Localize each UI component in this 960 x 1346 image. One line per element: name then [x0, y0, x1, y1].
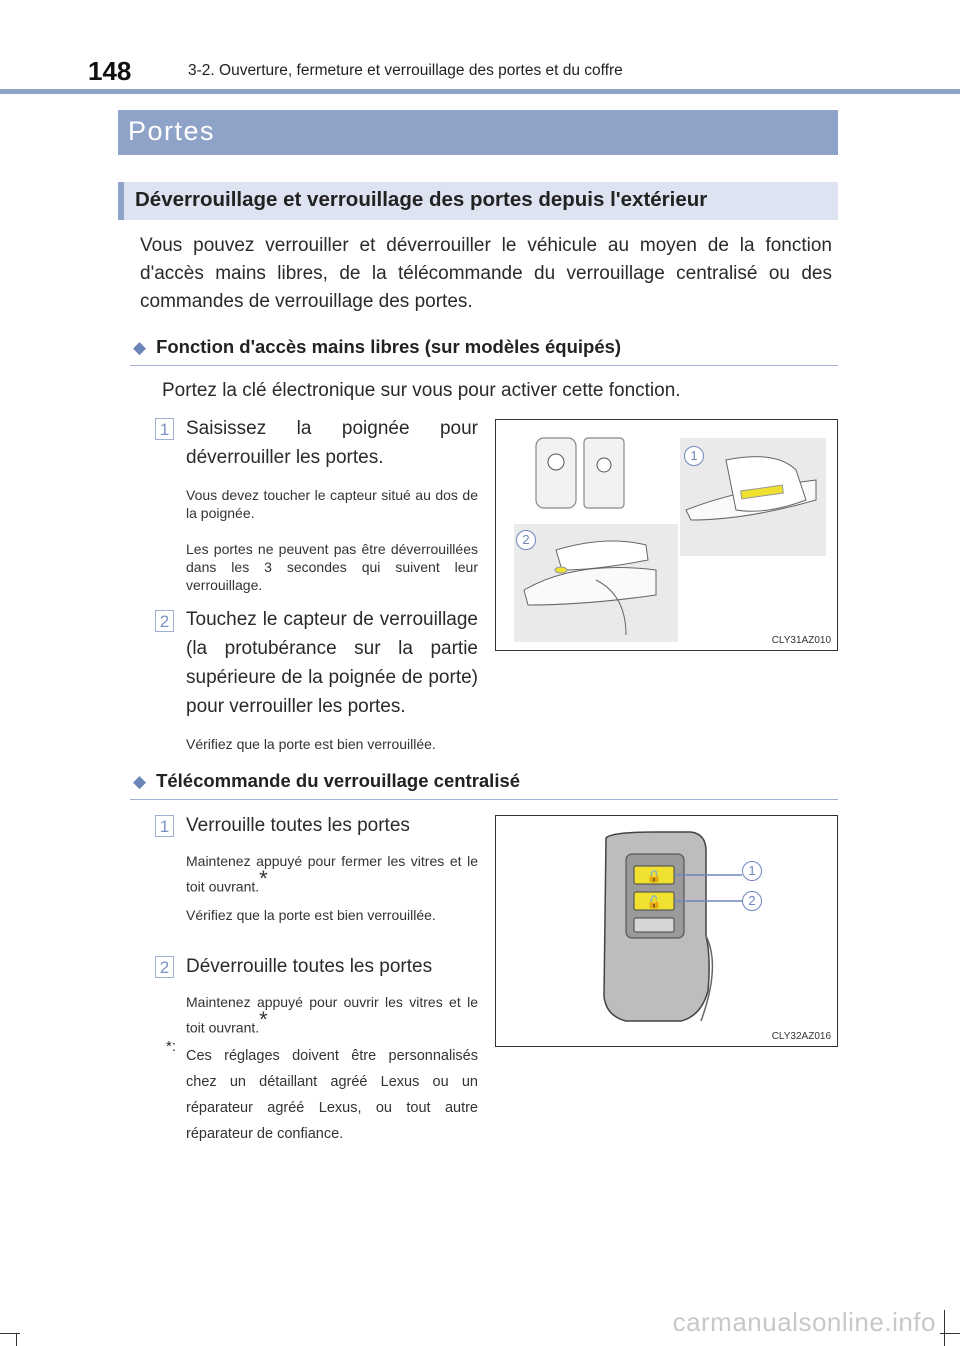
step-number-badge: 2 — [155, 956, 174, 978]
remote-heading-text: Télécommande du verrouillage centralisé — [156, 770, 521, 791]
watermark: carmanualsonline.info — [672, 1307, 936, 1337]
footnote-text: Ces réglages doivent être personnalisés chez un détaillant agréé Lexus ou un réparateur agréé Lexus, ou tout autre réparateur de confiance. — [186, 1048, 478, 1142]
figure-callout: 2 — [742, 891, 762, 911]
step-number-badge: 1 — [155, 815, 174, 837]
section-bar — [118, 110, 838, 155]
step-number-badge: 1 — [155, 418, 174, 440]
step-number-badge: 2 — [155, 610, 174, 632]
footnote-mark: *: — [166, 1038, 177, 1055]
smart-step1-text: Saisissez la poignée pour déverrouiller les portes. — [186, 418, 478, 468]
svg-text:🔒: 🔒 — [646, 869, 662, 883]
diamond-bullet-icon: ◆ — [133, 772, 147, 791]
remote-key-figure — [495, 815, 838, 1047]
crop-mark — [940, 1333, 960, 1334]
figure-code: CLY31AZ010 — [771, 635, 831, 646]
heading-rule — [130, 799, 838, 800]
svg-text:🔓: 🔓 — [646, 895, 662, 909]
smart-step2-note: Vérifiez que la porte est bien verrouillée. — [186, 736, 436, 752]
running-title: 3-2. Ouverture, fermeture et verrouillage des portes et du coffre — [188, 62, 623, 79]
remote-step2-note — [186, 993, 478, 1037]
page-number: 148 — [88, 56, 132, 86]
smart-step2-text: Touchez le capteur de verrouillage (la protubérance sur la partie supérieure de la poignée de porte) pour verrouiller les portes. — [186, 609, 478, 717]
figure-callout: 1 — [742, 861, 762, 881]
remote-step1-text: Verrouille toutes les portes — [186, 815, 410, 836]
crop-mark — [0, 1333, 20, 1334]
remote-step2-note-text: Maintenez appuyé pour ouvrir les vitres et le toit ouvrant. — [186, 994, 478, 1036]
crop-mark — [944, 1310, 945, 1346]
section-title: Portes — [128, 116, 216, 146]
heading-rule — [130, 365, 838, 366]
smart-access-lead: Portez la clé électronique sur vous pour activer cette fonction. — [162, 380, 681, 401]
smart-step1-note2: Les portes ne peuvent pas être déverrouillées dans les 3 secondes qui suivent leur verrouillage. — [186, 541, 478, 593]
diamond-bullet-icon: ◆ — [133, 338, 147, 357]
figure-callout: 2 — [516, 530, 536, 550]
remote-step2-text: Déverrouille toutes les portes — [186, 956, 433, 977]
remote-step1-note2: Vérifiez que la porte est bien verrouillée. — [186, 907, 436, 923]
remote-step1-note1-text: Maintenez appuyé pour fermer les vitres et le toit ouvrant. — [186, 853, 478, 895]
footnote-marker: * — [259, 866, 268, 891]
smart-step1-note1: Vous devez toucher le capteur situé au dos de la poignée. — [186, 487, 478, 521]
subsection-title: Déverrouillage et verrouillage des portes depuis l'extérieur — [135, 188, 708, 211]
footnote-marker: * — [259, 1007, 268, 1032]
remote-heading — [133, 770, 520, 792]
remote-key-illustration — [496, 816, 837, 1046]
intro-paragraph: Vous pouvez verrouiller et déverrouiller le véhicule au moyen de la fonction d'accès mains libres, de la télécommande du verrouillage centralisé ou des commandes de verrouillage des portes. — [140, 235, 832, 312]
smart-access-heading — [133, 336, 621, 358]
smart-access-illustration — [496, 420, 837, 650]
remote-step1-note1 — [186, 852, 478, 896]
header-rule — [0, 89, 960, 94]
crop-mark — [16, 1333, 17, 1346]
figure-callout: 1 — [684, 446, 704, 466]
figure-code: CLY32AZ016 — [771, 1031, 831, 1042]
smart-access-figure — [495, 419, 838, 651]
smart-access-heading-text: Fonction d'accès mains libres (sur modèles équipés) — [156, 336, 622, 357]
